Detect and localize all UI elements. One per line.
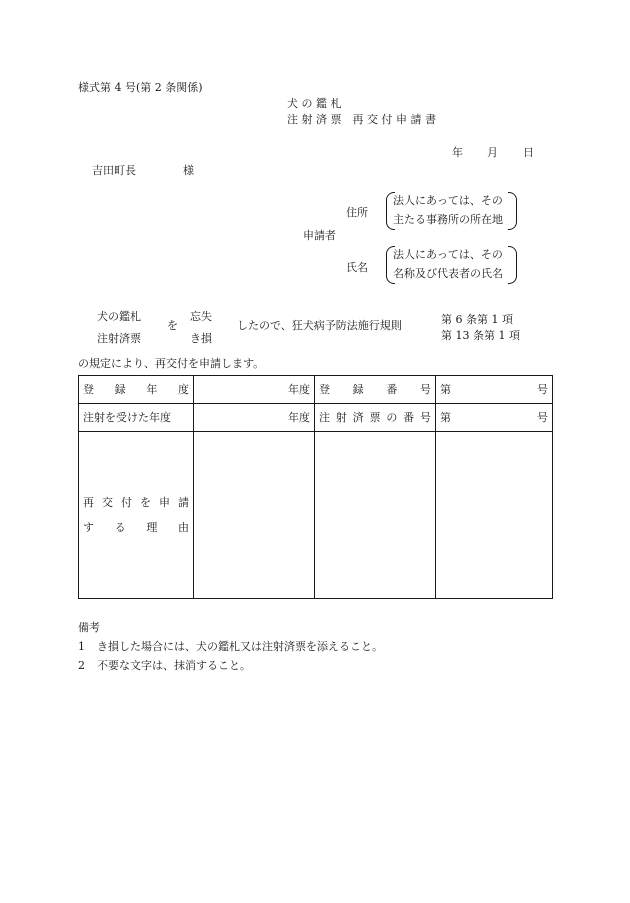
registration-number-label: 登 録 番 号 [315, 376, 436, 404]
address-label: 住所 [346, 206, 368, 219]
addressee-honorific: 様 [183, 164, 194, 177]
vaccination-year-field[interactable]: 年度 [194, 404, 315, 432]
statement-article-1: 第 6 条第 1 項 [441, 313, 513, 326]
name-note-2: 名称及び代表者の氏名 [393, 267, 503, 280]
date-month: 月 [487, 146, 498, 159]
address-bracket-right [508, 192, 517, 230]
statement-particle: を [167, 319, 178, 332]
name-bracket-right [508, 246, 517, 284]
note-text: き損した場合には、犬の鑑札又は注射済票を添えること。 [97, 640, 383, 653]
registration-year-label: 登 録 年 度 [79, 376, 194, 404]
form-number: 様式第 4 号(第 2 条関係) [78, 81, 203, 94]
address-note-1: 法人にあっては、その [393, 194, 503, 207]
table-row [79, 432, 553, 599]
note-number: 1 [78, 640, 85, 653]
reissue-reason-field-1[interactable] [194, 432, 315, 599]
addressee-name: 吉田町長 [92, 164, 136, 177]
tag-number-field[interactable]: 第 号 [436, 404, 553, 432]
applicant-label: 申請者 [303, 229, 336, 242]
date-year: 年 [452, 146, 463, 159]
note-number: 2 [78, 659, 85, 672]
reissue-reason-label: 再 交 付 を 申 請 す る 理 由 [79, 432, 194, 599]
table-row [79, 376, 553, 404]
address-note-2: 主たる事務所の所在地 [393, 213, 503, 226]
title-line-1: 犬 の 鑑 札 [287, 97, 342, 110]
vaccination-year-label: 注射を受けた年度 [79, 404, 194, 432]
tag-number-label: 注 射 済 票 の 番 号 [315, 404, 436, 432]
note-item [78, 641, 383, 652]
reissue-reason-field-3[interactable] [436, 432, 553, 599]
statement-item-1: 犬の鑑札 [97, 310, 141, 323]
statement-reason-1: 忘失 [190, 310, 212, 323]
date-day: 日 [523, 146, 534, 159]
table-row [79, 404, 553, 432]
note-text: 不要な文字は、抹消すること。 [97, 659, 251, 672]
statement-article-2: 第 13 条第 1 項 [441, 329, 520, 342]
registration-year-field[interactable]: 年度 [194, 376, 315, 404]
statement-reason-2: き損 [190, 332, 212, 345]
title-line-2: 注 射 済 票 再 交 付 申 請 書 [287, 113, 436, 126]
application-table [78, 375, 553, 599]
notes-heading: 備考 [78, 621, 100, 634]
name-note-1: 法人にあっては、その [393, 248, 503, 261]
note-item [78, 660, 251, 671]
registration-number-field[interactable]: 第 号 [436, 376, 553, 404]
statement-middle: したので、狂犬病予防法施行規則 [237, 319, 402, 332]
name-label: 氏名 [346, 261, 368, 274]
reissue-reason-field-2[interactable] [315, 432, 436, 599]
statement-closing: の規定により、再交付を申請します。 [78, 357, 265, 370]
statement-item-2: 注射済票 [97, 332, 141, 345]
